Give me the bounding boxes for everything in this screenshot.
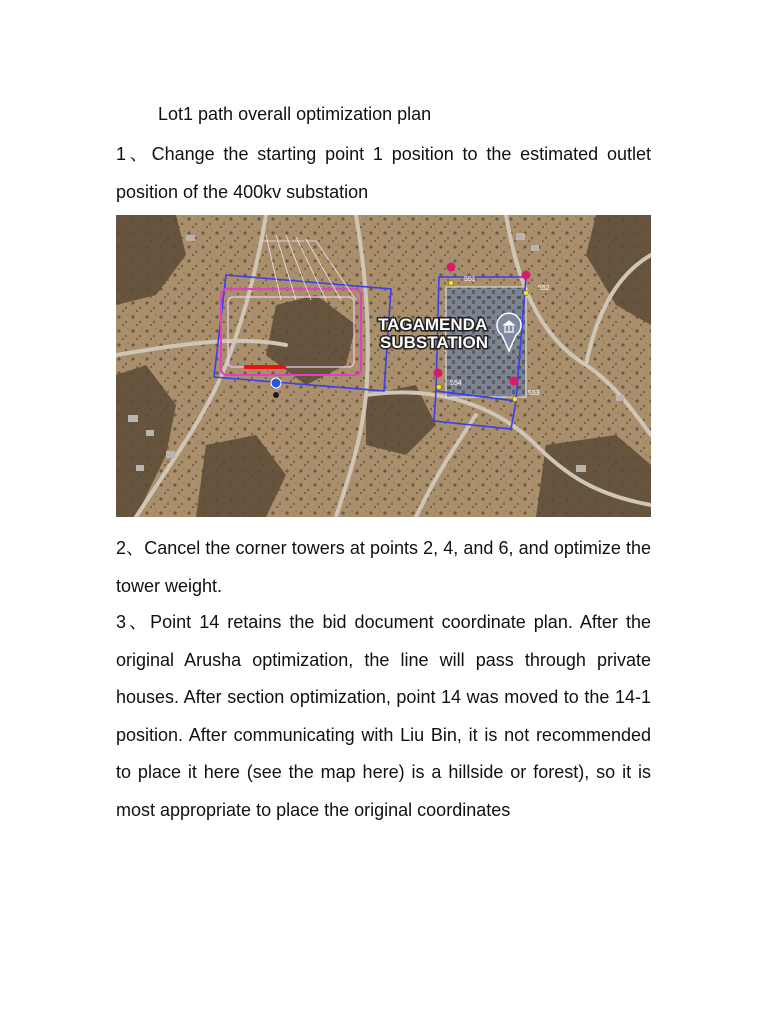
- point-label-552: 552: [538, 285, 550, 292]
- document-title: Lot1 path overall optimization plan: [158, 104, 432, 124]
- start-point-marker: [271, 378, 281, 388]
- satellite-map-image: [116, 215, 651, 517]
- tower-marker: [273, 392, 279, 398]
- paragraph-1: 1、Change the starting point 1 position to the estimated outlet position of the 400kv substation: [116, 144, 651, 202]
- point-label-553: 553: [528, 390, 540, 397]
- paragraph-3: 3、Point 14 retains the bid document coordinate plan. After the original Arusha optimization, the line will pass through private houses. After section optimization, point 14 was moved to the 14-1 position. After communicating with Liu Bin, it is not recommended to place it here (see the map here) is a hillside or forest), so it is most appropriate to place the original coordinates: [116, 612, 651, 820]
- place-label-line2: SUBSTATION: [380, 333, 488, 352]
- place-label-line1: TAGAMENDA: [378, 315, 488, 334]
- point-label-551: 551: [464, 276, 476, 283]
- paragraph-2: 2、Cancel the corner towers at points 2, 4, and 6, and optimize the tower weight.: [116, 538, 651, 596]
- point-label-554: 554: [450, 380, 462, 387]
